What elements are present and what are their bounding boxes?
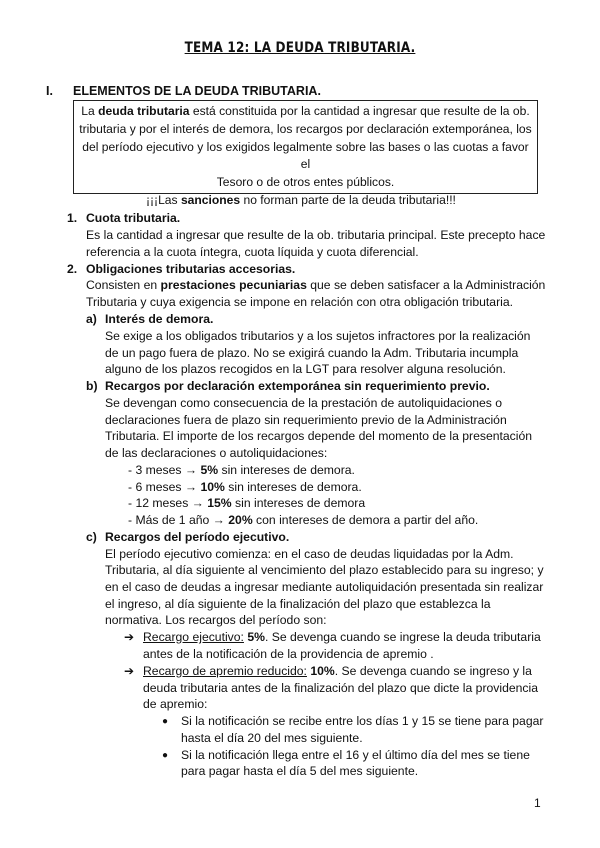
arrow-icon: ➔: [124, 630, 135, 644]
box-l5-a: ¡¡¡Las: [146, 192, 181, 207]
d2-pct: 10%: [200, 480, 225, 494]
box-line-5: [77, 192, 534, 210]
surcharge-12-months: [128, 496, 365, 510]
bullet-icon: ●: [162, 716, 169, 727]
sub-b-line-4: de las declaraciones o autoliquidaciones:: [105, 446, 328, 460]
sub-c-line-1: El período ejecutivo comienza: en el caso de deudas liquidadas por la Adm.: [105, 547, 514, 561]
surcharge-6-months: [128, 480, 362, 494]
box-term-deuda: deuda tributaria: [98, 104, 190, 118]
recargo-apremio-rest: . Se devenga cuando se ingreso y la: [334, 664, 532, 678]
item-1-line-1: Es la cantidad a ingresar que resulte de la ob. tributaria principal. Este precepto hace: [86, 228, 546, 242]
item-2-heading: Obligaciones tributarias accesorias.: [86, 262, 296, 276]
box-l1-c: está constituida por la cantidad a ingresar que resulte de la ob.: [189, 104, 530, 118]
box-l1-a: La: [81, 104, 99, 118]
sub-c-line-2: Tributaria, al día siguiente al vencimiento del plazo establecido para su ingreso; y: [105, 563, 544, 577]
sub-b-line-1: Se devengan como consecuencia de la prestación de autoliquidaciones o: [105, 396, 503, 410]
box-l5-c: no forman parte de la deuda tributaria!!!: [240, 192, 456, 207]
section-number: I.: [46, 84, 53, 98]
sub-c-line-4: el ingreso, al día siguiente de la finalización del plazo que establezca la: [105, 597, 491, 611]
item-1-line-2: referencia a la cuota íntegra, cuota líquida y cuota diferencial.: [86, 245, 419, 259]
sub-b-line-3: Tributaria. El importe de los recargos depende del momento de la presentación: [105, 429, 533, 443]
d4-c: con intereses de demora a partir del año.: [252, 513, 479, 527]
sub-c-line-3: en el caso de deudas a ingresar mediante autoliquidación presentada sin realizar: [105, 580, 544, 594]
bullet-icon: ●: [162, 750, 169, 761]
item-1-number: 1.: [67, 211, 78, 225]
recargo-ejecutivo-pct: 5%: [247, 630, 265, 644]
box-line-2: tributaria y por el interés de demora, los recargos por declaración extemporánea, los: [79, 121, 532, 136]
surcharge-over-1-year: [128, 513, 478, 527]
sub-b-letter: b): [86, 379, 98, 393]
sub-a-letter: a): [86, 312, 97, 326]
notification-16-end-line-1: Si la notificación llega entre el 16 y el último día del mes se tiene: [181, 748, 530, 762]
page-number: 1: [534, 796, 541, 810]
notification-1-15-line-1: Si la notificación se recibe entre los días 1 y 15 se tiene para pagar: [181, 714, 544, 728]
recargo-apremio-pct: 10%: [310, 664, 335, 678]
notification-1-15-line-2: hasta el día 20 del mes siguiente.: [181, 731, 363, 745]
item-2-term: prestaciones pecuniarias: [160, 278, 307, 292]
item-2-line-2: Tributaria y cuya exigencia se impone en relación con otra obligación tributaria.: [86, 295, 514, 309]
page-title: TEMA 12: LA DEUDA TRIBUTARIA.: [184, 40, 416, 56]
sub-b-heading: Recargos por declaración extemporánea sin requerimiento previo.: [105, 379, 490, 393]
sub-a-heading: Interés de demora.: [105, 312, 214, 326]
item-2-line-1: [86, 278, 545, 292]
sub-a-line-3: alguno de los plazos recogidos en la LGT para resolver alguna resolución.: [105, 362, 506, 376]
recargo-apremio-name: Recargo de apremio reducido:: [143, 664, 307, 678]
sub-c-letter: c): [86, 530, 97, 544]
item-2-l1-c: que se deben satisfacer a la Administración: [306, 278, 546, 292]
recargo-ejecutivo-name: Recargo ejecutivo:: [143, 630, 244, 644]
d1-c: sin intereses de demora.: [218, 463, 355, 477]
d3-a: - 12 meses →: [128, 496, 208, 510]
d2-a: - 6 meses →: [128, 480, 201, 494]
d1-pct: 5%: [200, 463, 219, 477]
sub-b-line-2: declaraciones fuera de plazo sin requerimiento previo de la Administración: [105, 413, 507, 427]
recargo-ejecutivo-line-2: antes de la notificación de la providencia de apremio .: [143, 647, 434, 661]
section-heading: ELEMENTOS DE LA DEUDA TRIBUTARIA.: [73, 84, 321, 98]
definition-text: [77, 103, 534, 210]
d4-pct: 20%: [228, 513, 253, 527]
box-term-sanciones: sanciones: [180, 192, 241, 207]
box-line-3: del período ejecutivo y los exigidos legalmente sobre las bases o las cuotas a favor el: [82, 139, 529, 172]
d3-c: sin intereses de demora: [231, 496, 366, 510]
sub-a-line-1: Se exige a los obligados tributarios y a los sujetos infractores por la realización: [105, 329, 531, 343]
d1-a: - 3 meses →: [128, 463, 201, 477]
recargo-apremio-reducido: [143, 664, 532, 678]
item-1-heading: Cuota tributaria.: [86, 211, 181, 225]
d2-c: sin intereses de demora.: [224, 480, 362, 494]
recargo-ejecutivo: [143, 630, 541, 644]
item-2-number: 2.: [67, 262, 78, 276]
notification-16-end-line-2: para pagar hasta el día 5 del mes siguiente.: [181, 764, 419, 778]
d4-a: - Más de 1 año →: [128, 513, 229, 527]
item-2-l1-a: Consisten en: [86, 278, 161, 292]
box-line-4: Tesoro o de otros entes públicos.: [216, 175, 395, 190]
sub-a-line-2: de un pago fuera de plazo. No se exigirá cuando la Adm. Tributaria incumpla: [105, 346, 519, 360]
d3-pct: 15%: [207, 496, 232, 510]
sub-c-line-5: normativa. Los recargos del período son:: [105, 613, 327, 627]
surcharge-3-months: [128, 463, 355, 477]
box-line-1: [77, 103, 534, 121]
recargo-apremio-line-2: deuda tributaria antes de la finalización del plazo que dicte la providencia: [143, 681, 538, 695]
arrow-icon: ➔: [124, 664, 135, 678]
recargo-ejecutivo-rest: . Se devenga cuando se ingrese la deuda tributaria: [264, 630, 541, 644]
recargo-apremio-line-3: de apremio:: [143, 697, 208, 711]
sub-c-heading: Recargos del período ejecutivo.: [105, 530, 290, 544]
